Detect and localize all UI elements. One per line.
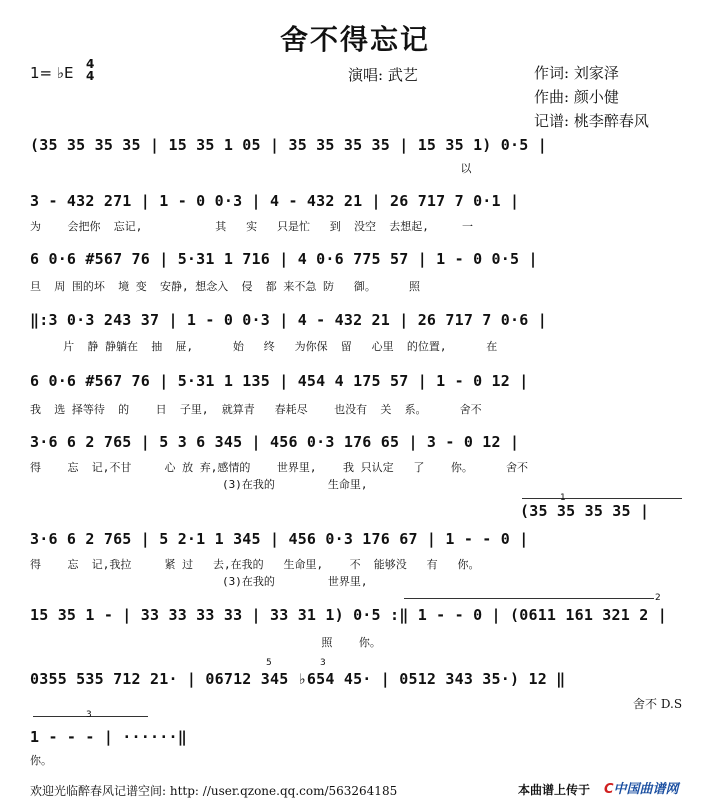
lyric-row: 我 选 择等待 的 日 子里, 就算青 春耗尽 也没有 关 系。 舍不: [30, 403, 482, 416]
dal-segno-label: 舍不 D.S: [633, 697, 683, 711]
lyric-row: 得 忘 记,我拉 紧 过 去,在我的 生命里, 不 能够没 有 你。: [30, 558, 480, 571]
song-title: 舍不得忘记: [279, 23, 430, 56]
score-row: 6 0·6 #567 76 | 5·31 1 716 | 4 0·6 775 57 | 1 - 0 0·5 |: [30, 250, 538, 268]
score-row: 0355 535 712 21· | 06712 345 ♭654 45· | 0512 343 35·) 12 ‖: [30, 670, 566, 688]
lyricist-credit: 作词: 刘家泽: [534, 64, 619, 82]
upload-label: 本曲谱上传于: [518, 783, 591, 797]
lyric-row: 以: [30, 162, 472, 175]
lyric-row: 为 会把你 忘记, 其 实 只是忙 到 没空 去想起, 一: [30, 220, 474, 233]
singer-credit: 演唱: 武艺: [348, 66, 418, 84]
transcriber-credit: 记谱: 桃李醉春风: [534, 112, 649, 130]
meter-bottom: 4: [86, 69, 95, 83]
site-logo: [604, 778, 679, 797]
score-row: 6 0·6 #567 76 | 5·31 1 135 | 454 4 175 57 | 1 - 0 12 |: [30, 372, 529, 390]
volta-bracket-2: [404, 598, 654, 599]
lyric-row: 照 你。: [30, 636, 381, 649]
volta-number-1: 1: [560, 493, 566, 503]
key-signature: 1= ♭E: [30, 64, 74, 82]
score-row: (35 35 35 35 | 15 35 1 05 | 35 35 35 35 | 15 35 1) 0·5 |: [30, 136, 547, 154]
lyric-row: 你。: [30, 754, 52, 767]
triplet-mark: 3: [86, 710, 92, 720]
lyric-row: 得 忘 记,不甘 心 放 弃,感情的 世界里, 我 只认定 了 你。 舍不: [30, 461, 529, 474]
composer-credit: 作曲: 颜小健: [534, 88, 619, 106]
volta-bracket: [522, 498, 682, 499]
score-row: ‖:3 0·3 243 37 | 1 - 0 0·3 | 4 - 432 21 | 26 717 7 0·6 |: [30, 311, 547, 329]
score-row: 3 - 432 271 | 1 - 0 0·3 | 4 - 432 21 | 26 717 7 0·1 |: [30, 192, 520, 210]
lyric-row-alt: (3)在我的 世界里,: [30, 575, 368, 588]
footer-text: 欢迎光临醉春风记谱空间: http: //user.qzone.qq.com/563264185: [30, 784, 398, 798]
time-signature: [86, 58, 94, 82]
logo-text: 中国曲谱网: [613, 782, 679, 797]
quintuplet-mark: 5: [266, 658, 272, 668]
lyric-row: 片 静 静躺在 抽 屉, 始 终 为你保 留 心里 的位置, 在: [30, 340, 498, 353]
volta-number-2: 2: [655, 593, 661, 603]
score-row: 3·6 6 2 765 | 5 2·1 1 345 | 456 0·3 176 67 | 1 - - 0 |: [30, 530, 529, 548]
score-row: 3·6 6 2 765 | 5 3 6 345 | 456 0·3 176 65 | 3 - 0 12 |: [30, 433, 520, 451]
score-row: 1 - - - | ······‖: [30, 728, 187, 746]
volta-intro-row: (35 35 35 35 |: [520, 502, 650, 520]
lyric-row-alt: (3)在我的 生命里,: [30, 478, 368, 491]
meter-top: 4: [86, 57, 95, 71]
triplet-mark: 3: [320, 658, 326, 668]
score-row: 15 35 1 - | 33 33 33 33 | 33 31 1) 0·5 :‖ 1 - - 0 | (0611 161 321 2 |: [30, 606, 667, 624]
logo-c-mark: C: [604, 782, 614, 797]
lyric-row: 旦 周 围的坏 境 变 安静, 想念入 侵 都 来不急 防 御。 照: [30, 280, 420, 293]
